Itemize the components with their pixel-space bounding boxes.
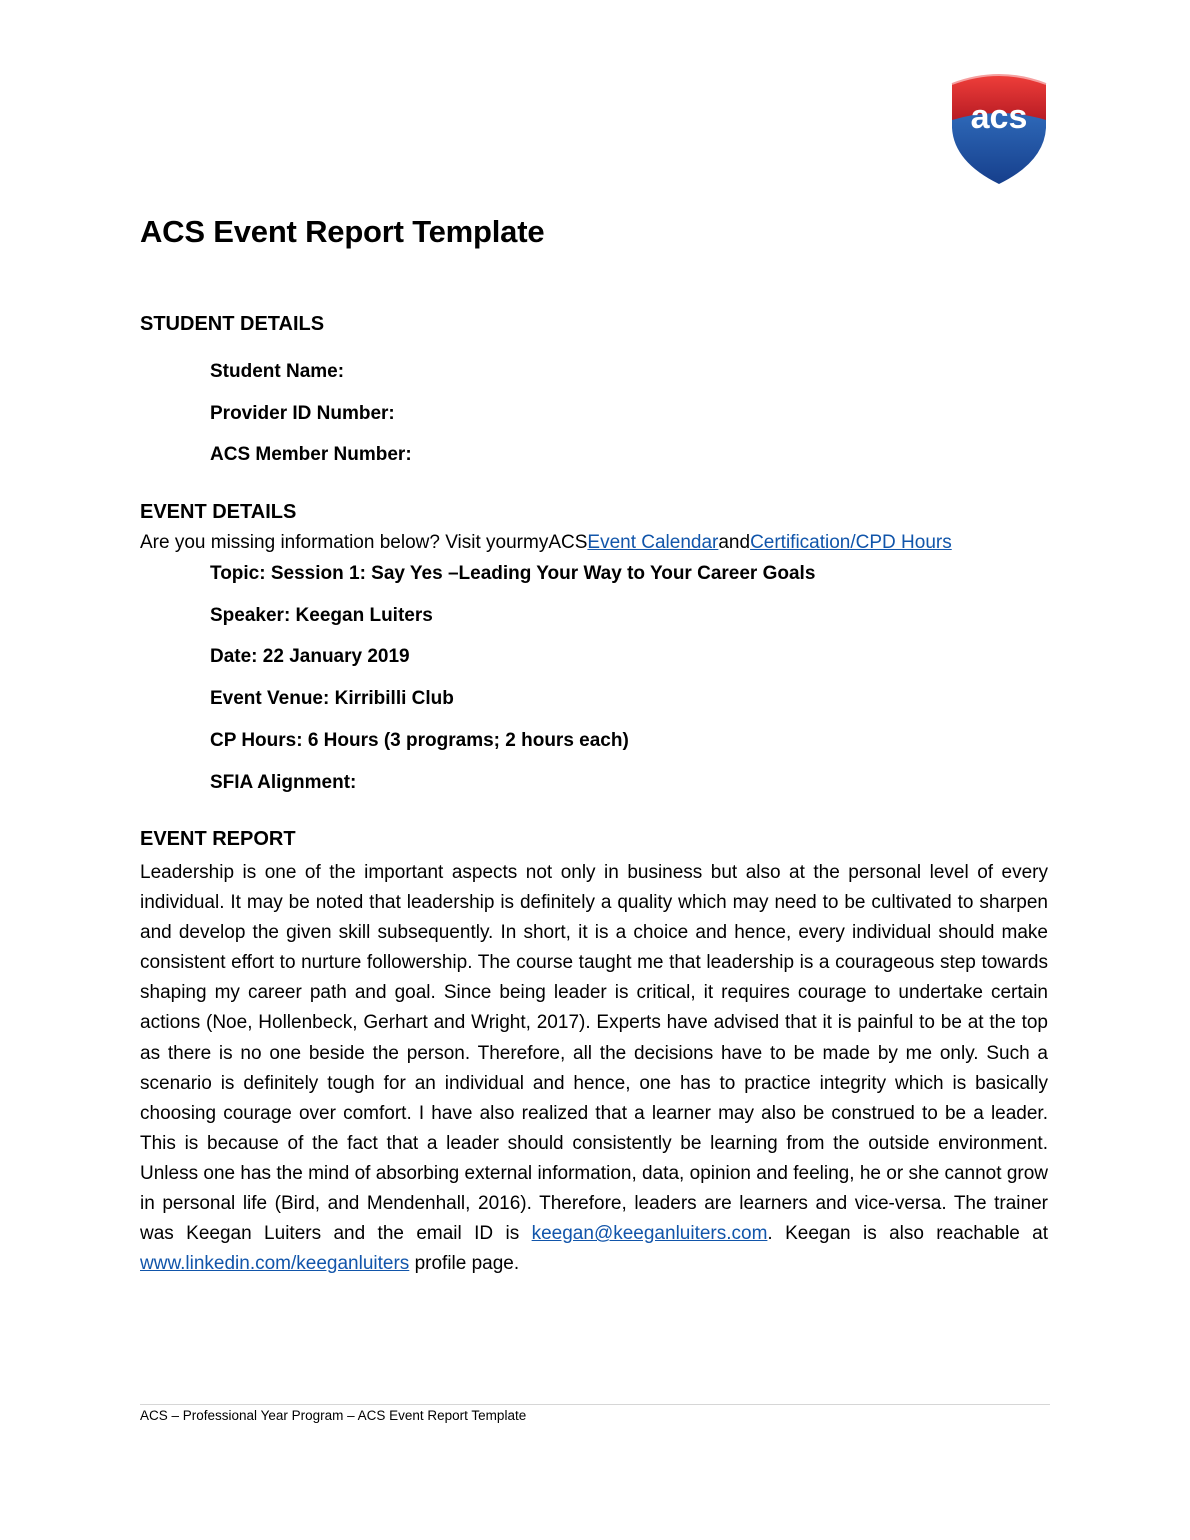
speaker-field: Speaker: Keegan Luiters bbox=[210, 605, 433, 626]
topic-field: Topic: Session 1: Say Yes –Leading Your Way to Your Career Goals bbox=[210, 563, 816, 584]
acs-logo bbox=[946, 70, 1052, 186]
linkedin-link[interactable]: www.linkedin.com/keeganluiters bbox=[140, 1253, 410, 1275]
missing-info-line bbox=[140, 532, 952, 554]
report-text: Leadership is one of the important aspects not only in business but also at the personal level of every individual. It may be noted that leadership is definitely a quality which may need to be cultivated to sharpen and develop the given skill subsequently. In short, it is a choice and hence, every individual should make consistent effort to nurture followership. The course taught me that leadership is a courageous step towards shaping my career path and goal. Since being leader is critical, it requires courage to undertake certain actions (Noe, Hollenbeck, Gerhart and Wright, 2017). Experts have advised that it is painful to be at the top as there is no one beside the person. Therefore, all the decisions have to be made by me only. Such a scenario is definitely tough for an individual and hence, one has to practice integrity which is basically choosing courage over comfort. I have also realized that a learner may also be construed to be a leader. This is because of the fact that a leader should consistently be learning from the outside environment. Unless one has the mind of absorbing external information, data, opinion and feeling, he or she cannot grow in personal life (Bird, and Mendenhall, 2016). Therefore, leaders are learners and vice-versa. The trainer was Keegan Luiters and the email ID is bbox=[140, 862, 1048, 1245]
missing-info-text: Are you missing information below? Visit yourmyACS bbox=[140, 532, 588, 553]
page-footer: ACS – Professional Year Program – ACS Event Report Template bbox=[140, 1408, 527, 1423]
trainer-email-link[interactable]: keegan@keeganluiters.com bbox=[531, 1223, 768, 1245]
page-title: ACS Event Report Template bbox=[140, 214, 545, 249]
cpd-hours-link[interactable]: Certification/CPD Hours bbox=[750, 532, 952, 553]
acs-member-number-field: ACS Member Number: bbox=[210, 444, 412, 465]
and-text: and bbox=[718, 532, 751, 553]
svg-text:acs: acs bbox=[970, 98, 1028, 136]
date-field: Date: 22 January 2019 bbox=[210, 646, 410, 667]
sfia-alignment-field: SFIA Alignment: bbox=[210, 772, 357, 793]
acs-shield-icon bbox=[946, 70, 1052, 186]
footer-divider bbox=[140, 1404, 1050, 1405]
report-end-text: profile page. bbox=[409, 1253, 520, 1275]
venue-field: Event Venue: Kirribilli Club bbox=[210, 688, 454, 709]
student-details-heading: STUDENT DETAILS bbox=[140, 313, 325, 335]
student-name-field: Student Name: bbox=[210, 361, 345, 382]
cp-hours-field: CP Hours: 6 Hours (3 programs; 2 hours each) bbox=[210, 730, 629, 751]
event-report-body bbox=[140, 858, 1048, 1279]
provider-id-field: Provider ID Number: bbox=[210, 403, 395, 424]
event-details-heading: EVENT DETAILS bbox=[140, 501, 297, 523]
report-mid-text: . Keegan is also reachable at bbox=[767, 1223, 1048, 1245]
event-report-heading: EVENT REPORT bbox=[140, 828, 296, 850]
event-calendar-link[interactable]: Event Calendar bbox=[587, 532, 719, 553]
